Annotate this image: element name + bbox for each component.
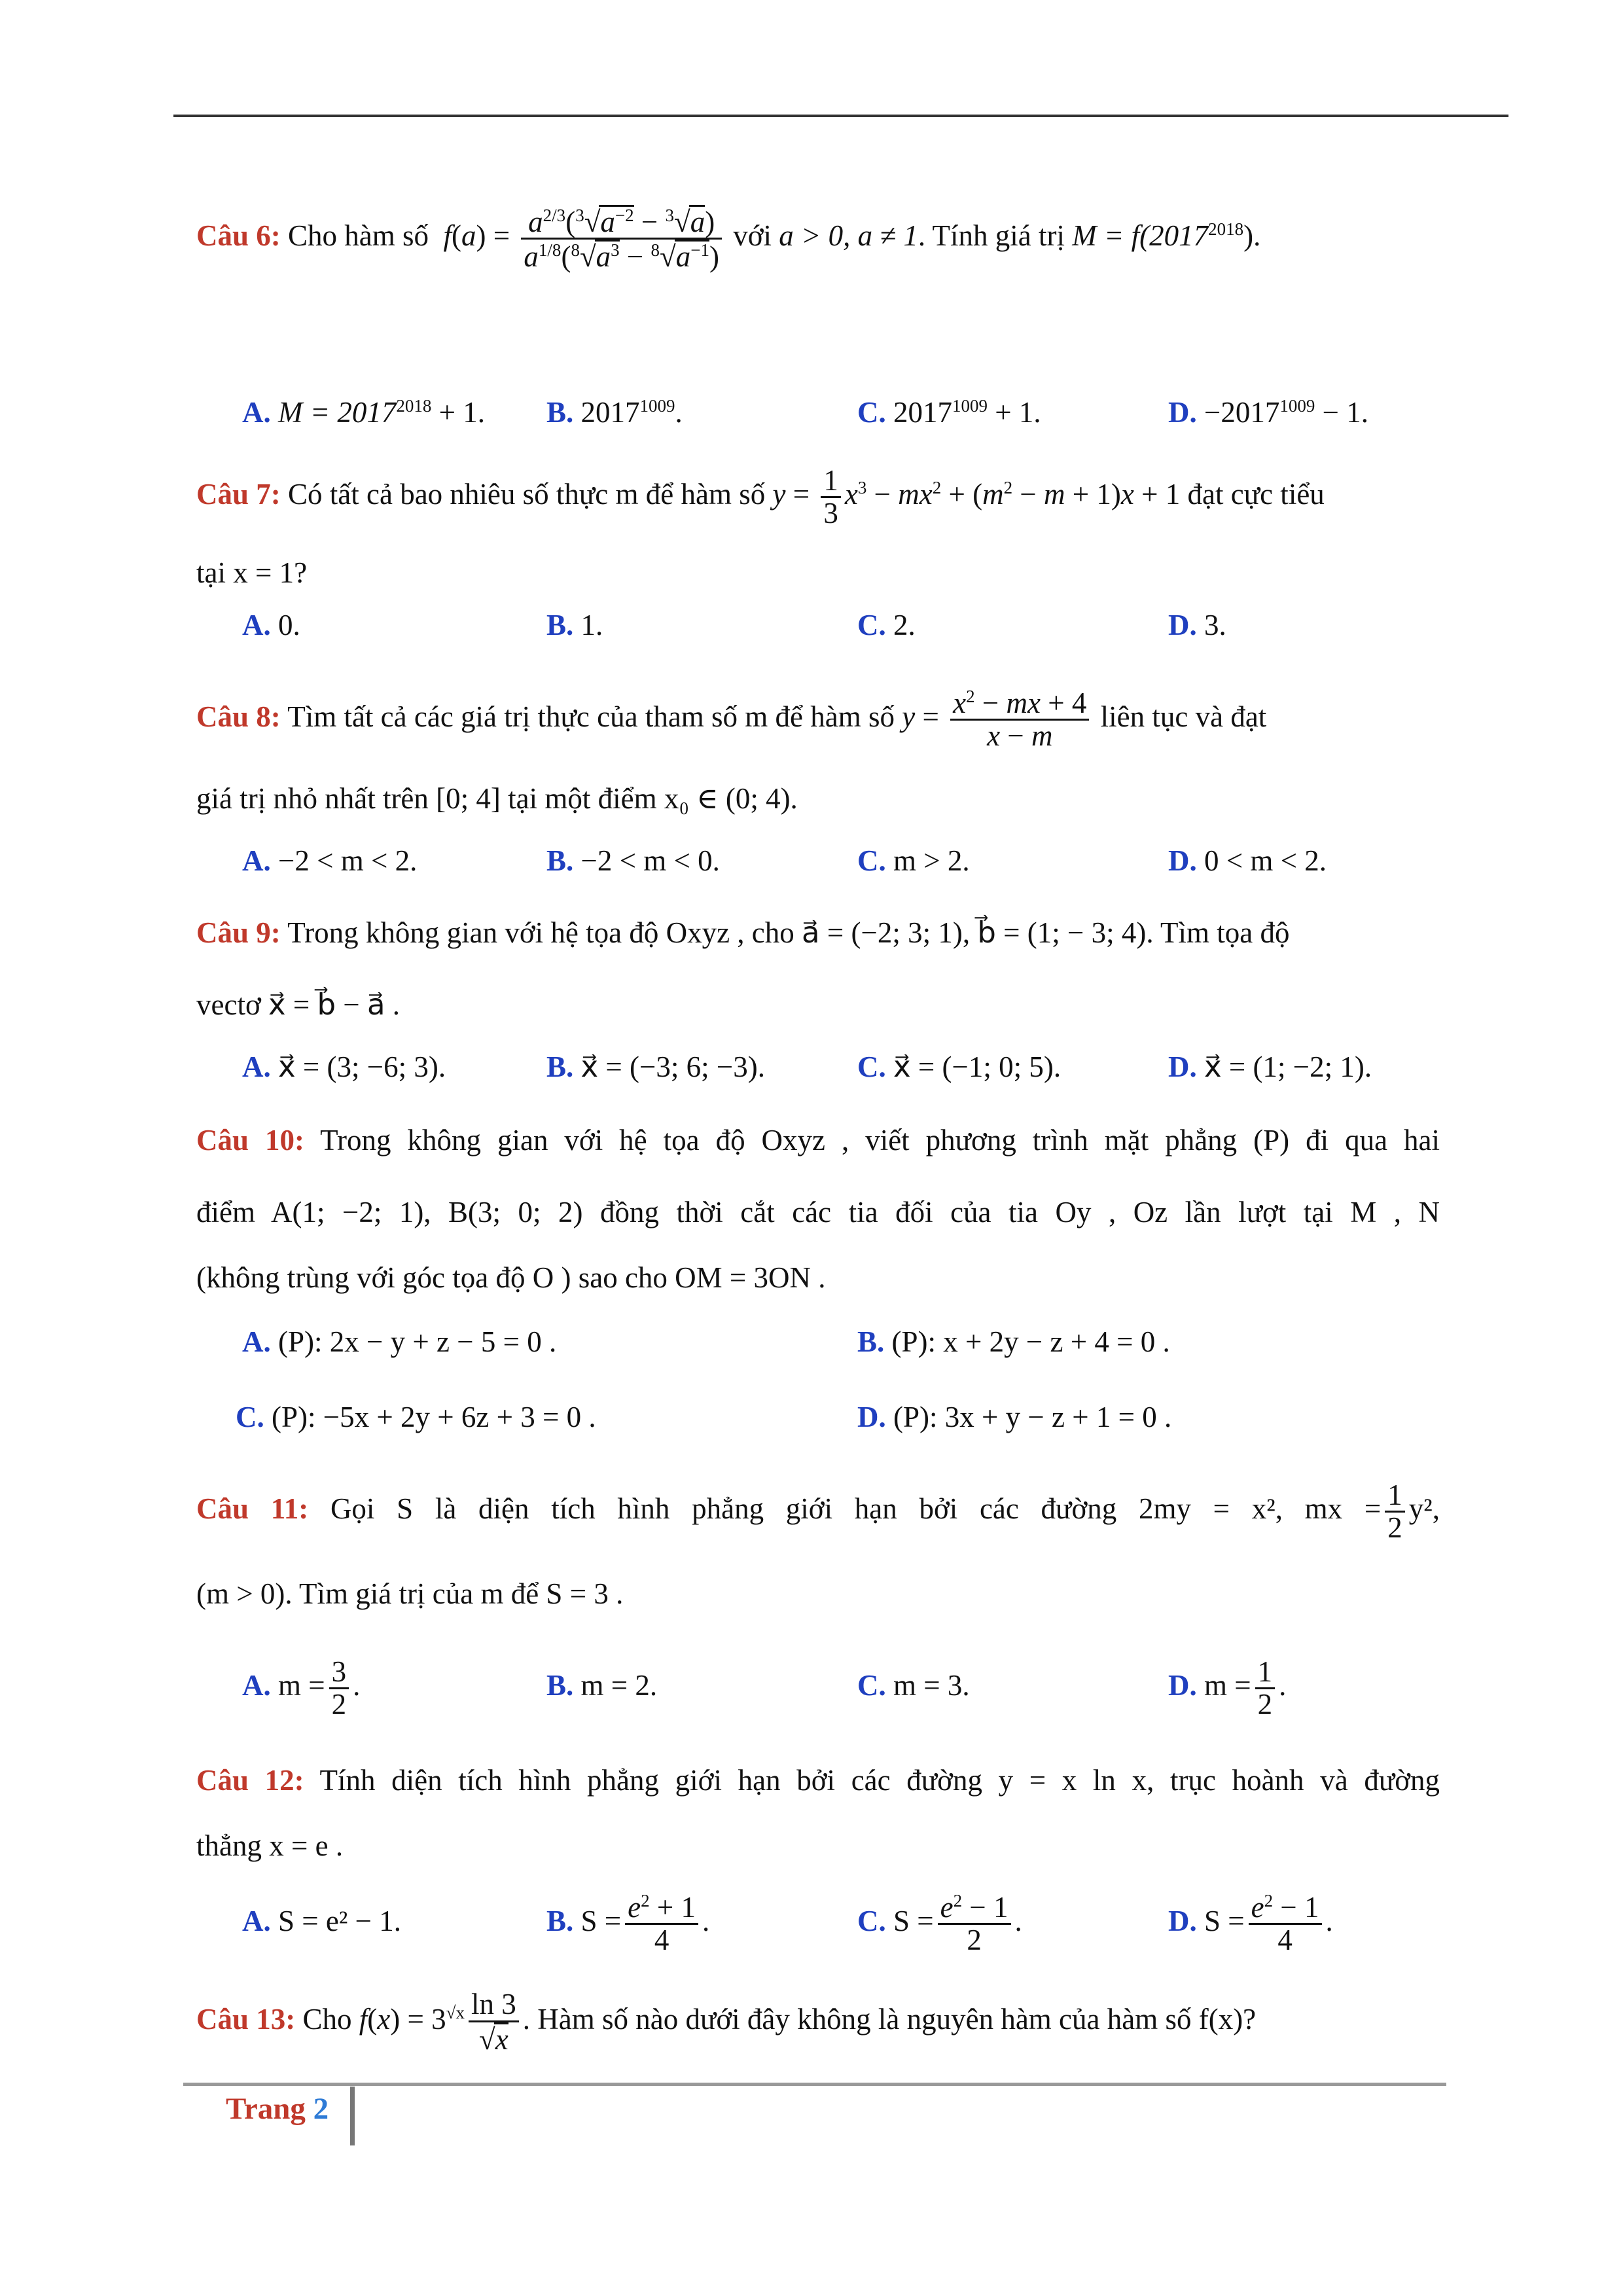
option-a[interactable]: A. x⃗ = (3; −6; 3). — [242, 1050, 446, 1083]
question-9-line2: vectơ x⃗ = b⃗ − a⃗ . — [196, 988, 401, 1021]
footer-divider — [350, 2087, 355, 2145]
option-b[interactable]: B. m = 2. — [546, 1669, 658, 1702]
question-10-line3: (không trùng với góc tọa độ O ) sao cho OM = 3ON . — [196, 1261, 826, 1294]
question-12: Câu 12: Tính diện tích hình phẳng giới hạn bởi các đường y = x ln x, trục hoành và đường — [196, 1764, 1440, 1797]
option-b[interactable]: B. 1. — [546, 609, 603, 641]
option-b[interactable]: B. −2 < m < 0. — [546, 844, 720, 877]
option-d[interactable]: D. x⃗ = (1; −2; 1). — [1168, 1050, 1372, 1083]
question-7-line2: tại x = 1? — [196, 556, 308, 589]
question-13: Câu 13: Cho $f(x) = 3^{√x}$ $\frac{\ln 3}{√x}$ . Hàm số nào dưới đây không là nguyên hàm của hàm số f(x)? — [196, 1988, 1257, 2056]
option-c[interactable]: C. (P): −5x + 2y + 6z + 3 = 0 . — [236, 1401, 596, 1433]
question-8-line2: giá trị nhỏ nhất trên [0; 4] tại một điểm x₀ ∈ (0; 4). — [196, 782, 798, 815]
option-a[interactable]: A. $M = 2017^{2018} + 1$. — [242, 396, 485, 429]
question-12-line2: thẳng x = e . — [196, 1829, 344, 1862]
option-c[interactable]: C. $2017^{1009} + 1$. — [857, 396, 1041, 429]
page-number: 2 — [313, 2092, 329, 2126]
options-6 — [196, 389, 1440, 435]
question-10: Câu 10: Trong không gian với hệ tọa độ Oxyz , viết phương trình mặt phẳng (P) đi qua hai — [196, 1124, 1440, 1157]
option-a[interactable]: A. m = $\frac{3}{2}$ . — [242, 1655, 361, 1721]
question-9: Câu 9: Trong không gian với hệ tọa độ Oxyz , cho a⃗ = (−2; 3; 1), b⃗ = (1; − 3; 4). Tìm tọa độ — [196, 916, 1290, 949]
option-b[interactable]: B. (P): x + 2y − z + 4 = 0 . — [857, 1325, 1170, 1358]
page-footer — [226, 2091, 329, 2126]
footer-label: Trang — [226, 2092, 306, 2126]
options-12 — [196, 1885, 1440, 1957]
option-d[interactable]: D. $-2017^{1009} - 1$. — [1168, 396, 1369, 429]
option-b[interactable]: B. S = $\frac{e^2 + 1}{4}$ . — [546, 1890, 710, 1957]
option-a[interactable]: A. 0. — [242, 609, 300, 641]
option-b[interactable]: B. x⃗ = (−3; 6; −3). — [546, 1050, 766, 1083]
options-11 — [196, 1649, 1440, 1721]
option-d[interactable]: D. S = $\frac{e^2 - 1}{4}$ . — [1168, 1890, 1333, 1957]
option-a[interactable]: A. −2 < m < 2. — [242, 844, 418, 877]
option-b[interactable]: B. $2017^{1009}$. — [546, 396, 683, 429]
option-c[interactable]: C. 2. — [857, 609, 916, 641]
question-11: Câu 11: Gọi S là diện tích hình phẳng giới hạn bởi các đường 2my = x², mx = $\frac{1}{2}$ y², — [196, 1478, 1440, 1545]
option-c[interactable]: C. S = $\frac{e^2 - 1}{2}$ . — [857, 1890, 1022, 1957]
options-10-row2 — [196, 1394, 1440, 1440]
option-d[interactable]: D. 3. — [1168, 609, 1226, 641]
option-a[interactable]: A. (P): 2x − y + z − 5 = 0 . — [242, 1325, 557, 1358]
option-d[interactable]: D. (P): 3x + y − z + 1 = 0 . — [857, 1401, 1172, 1433]
header-rule — [173, 115, 1508, 117]
function-fraction: $\frac{a^{2/3}(^3√a^{-2} - ^3√a)}{a^{1/8}(^8√a^3 - ^8√a^{-1})}$ — [521, 205, 722, 273]
option-d[interactable]: D. 0 < m < 2. — [1168, 844, 1327, 877]
question-label: Câu 6: — [196, 219, 281, 252]
option-c[interactable]: C. m = 3. — [857, 1669, 970, 1702]
option-c[interactable]: C. m > 2. — [857, 844, 970, 877]
option-a[interactable]: A. S = e² − 1. — [242, 1905, 401, 1937]
options-7 — [196, 602, 1440, 648]
option-d[interactable]: D. m = $\frac{1}{2}$ . — [1168, 1655, 1287, 1721]
options-10-row1 — [196, 1319, 1440, 1365]
options-9 — [196, 1044, 1440, 1090]
footer-rule — [183, 2083, 1446, 2086]
question-7: Câu 7: Có tất cả bao nhiêu số thực m để hàm số y = $\frac{1}{3}$ $x^3 - mx^2 + (m^2 - m + 1)x + 1$ đạt cực tiểu — [196, 463, 1325, 530]
options-8 — [196, 838, 1440, 884]
question-8: Câu 8: Tìm tất cả các giá trị thực của tham số m để hàm số y = $\frac{x^2 - mx + 4}{x - m}$ liên tục và đạt — [196, 686, 1267, 753]
question-10-line2: điểm A(1; −2; 1), B(3; 0; 2) đồng thời cắt các tia đối của tia Oy , Oz lần lượt tại M , N — [196, 1196, 1440, 1229]
question-11-line2: (m > 0). Tìm giá trị của m để S = 3 . — [196, 1577, 624, 1610]
question-6: Câu 6: Cho hàm số f(a) = $\frac{a^{2/3}(^3√a^{-2} - ^3√a)}{a^{1/8}(^8√a^3 - ^8√a^{-1})}$ với a > 0, a ≠ 1. Tính giá trị $M = f(2017^{2018})$. — [196, 205, 1261, 274]
option-c[interactable]: C. x⃗ = (−1; 0; 5). — [857, 1050, 1061, 1083]
